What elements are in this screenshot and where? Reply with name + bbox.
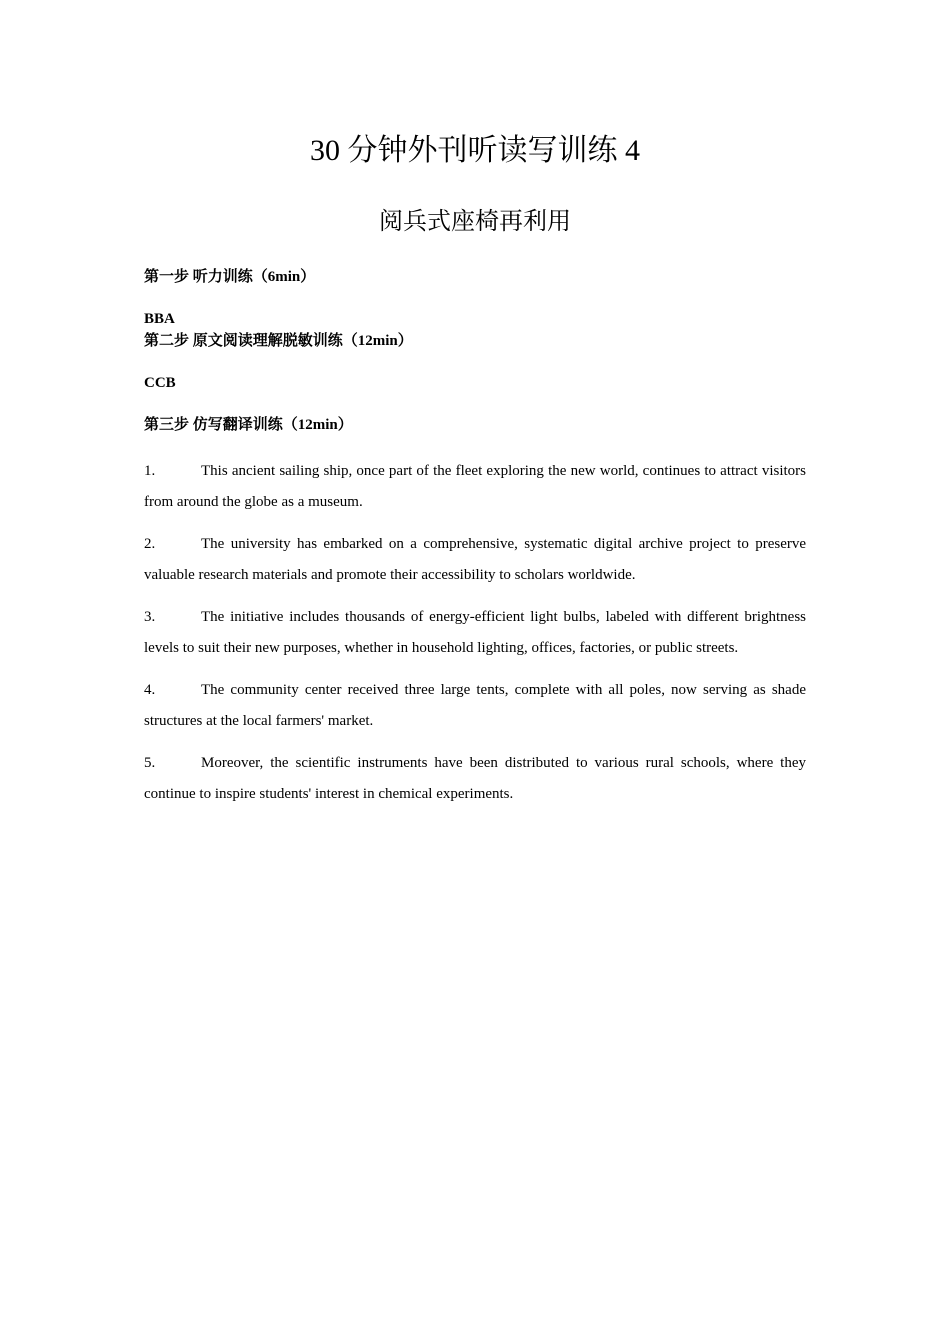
sentence-item-5	[144, 748, 806, 810]
sentence-text: This ancient sailing ship, once part of the fleet exploring the new world, continues to attract visitors from around the globe as a museum.	[144, 463, 806, 510]
step-3-heading: 第三步 仿写翻译训练（12min）	[144, 417, 353, 433]
translation-sentence-list	[144, 456, 806, 810]
sentence-text: The initiative includes thousands of energy-efficient light bulbs, labeled with different brightness levels to suit their new purposes, whether in household lighting, offices, factories, or public streets.	[144, 609, 806, 656]
sentence-item-3	[144, 602, 806, 664]
sentence-item-2	[144, 529, 806, 591]
sentence-number: 5.	[144, 755, 156, 771]
sentence-text: The community center received three large tents, complete with all poles, now serving as shade structures at the local farmers' market.	[144, 682, 806, 729]
step-1-heading: 第一步 听力训练（6min）	[144, 269, 316, 285]
sentence-number: 3.	[144, 609, 156, 625]
sentence-number: 4.	[144, 682, 156, 698]
page-title: 30 分钟外刊听读写训练 4	[310, 134, 640, 167]
step-2-heading: 第二步 原文阅读理解脱敏训练（12min）	[144, 333, 413, 349]
page-subtitle: 阅兵式座椅再利用	[379, 209, 571, 235]
document-body	[144, 266, 806, 821]
sentence-item-4	[144, 675, 806, 737]
sentence-text: Moreover, the scientific instruments have been distributed to various rural schools, where they continue to inspire students' interest in chemical experiments.	[144, 755, 806, 802]
step-2-answer: CCB	[144, 375, 176, 391]
sentence-text: The university has embarked on a comprehensive, systematic digital archive project to preserve valuable research materials and promote their accessibility to scholars worldwide.	[144, 536, 806, 583]
step-1-answer: BBA	[144, 311, 175, 327]
sentence-number: 1.	[144, 463, 156, 479]
sentence-number: 2.	[144, 536, 156, 552]
sentence-item-1	[144, 456, 806, 518]
